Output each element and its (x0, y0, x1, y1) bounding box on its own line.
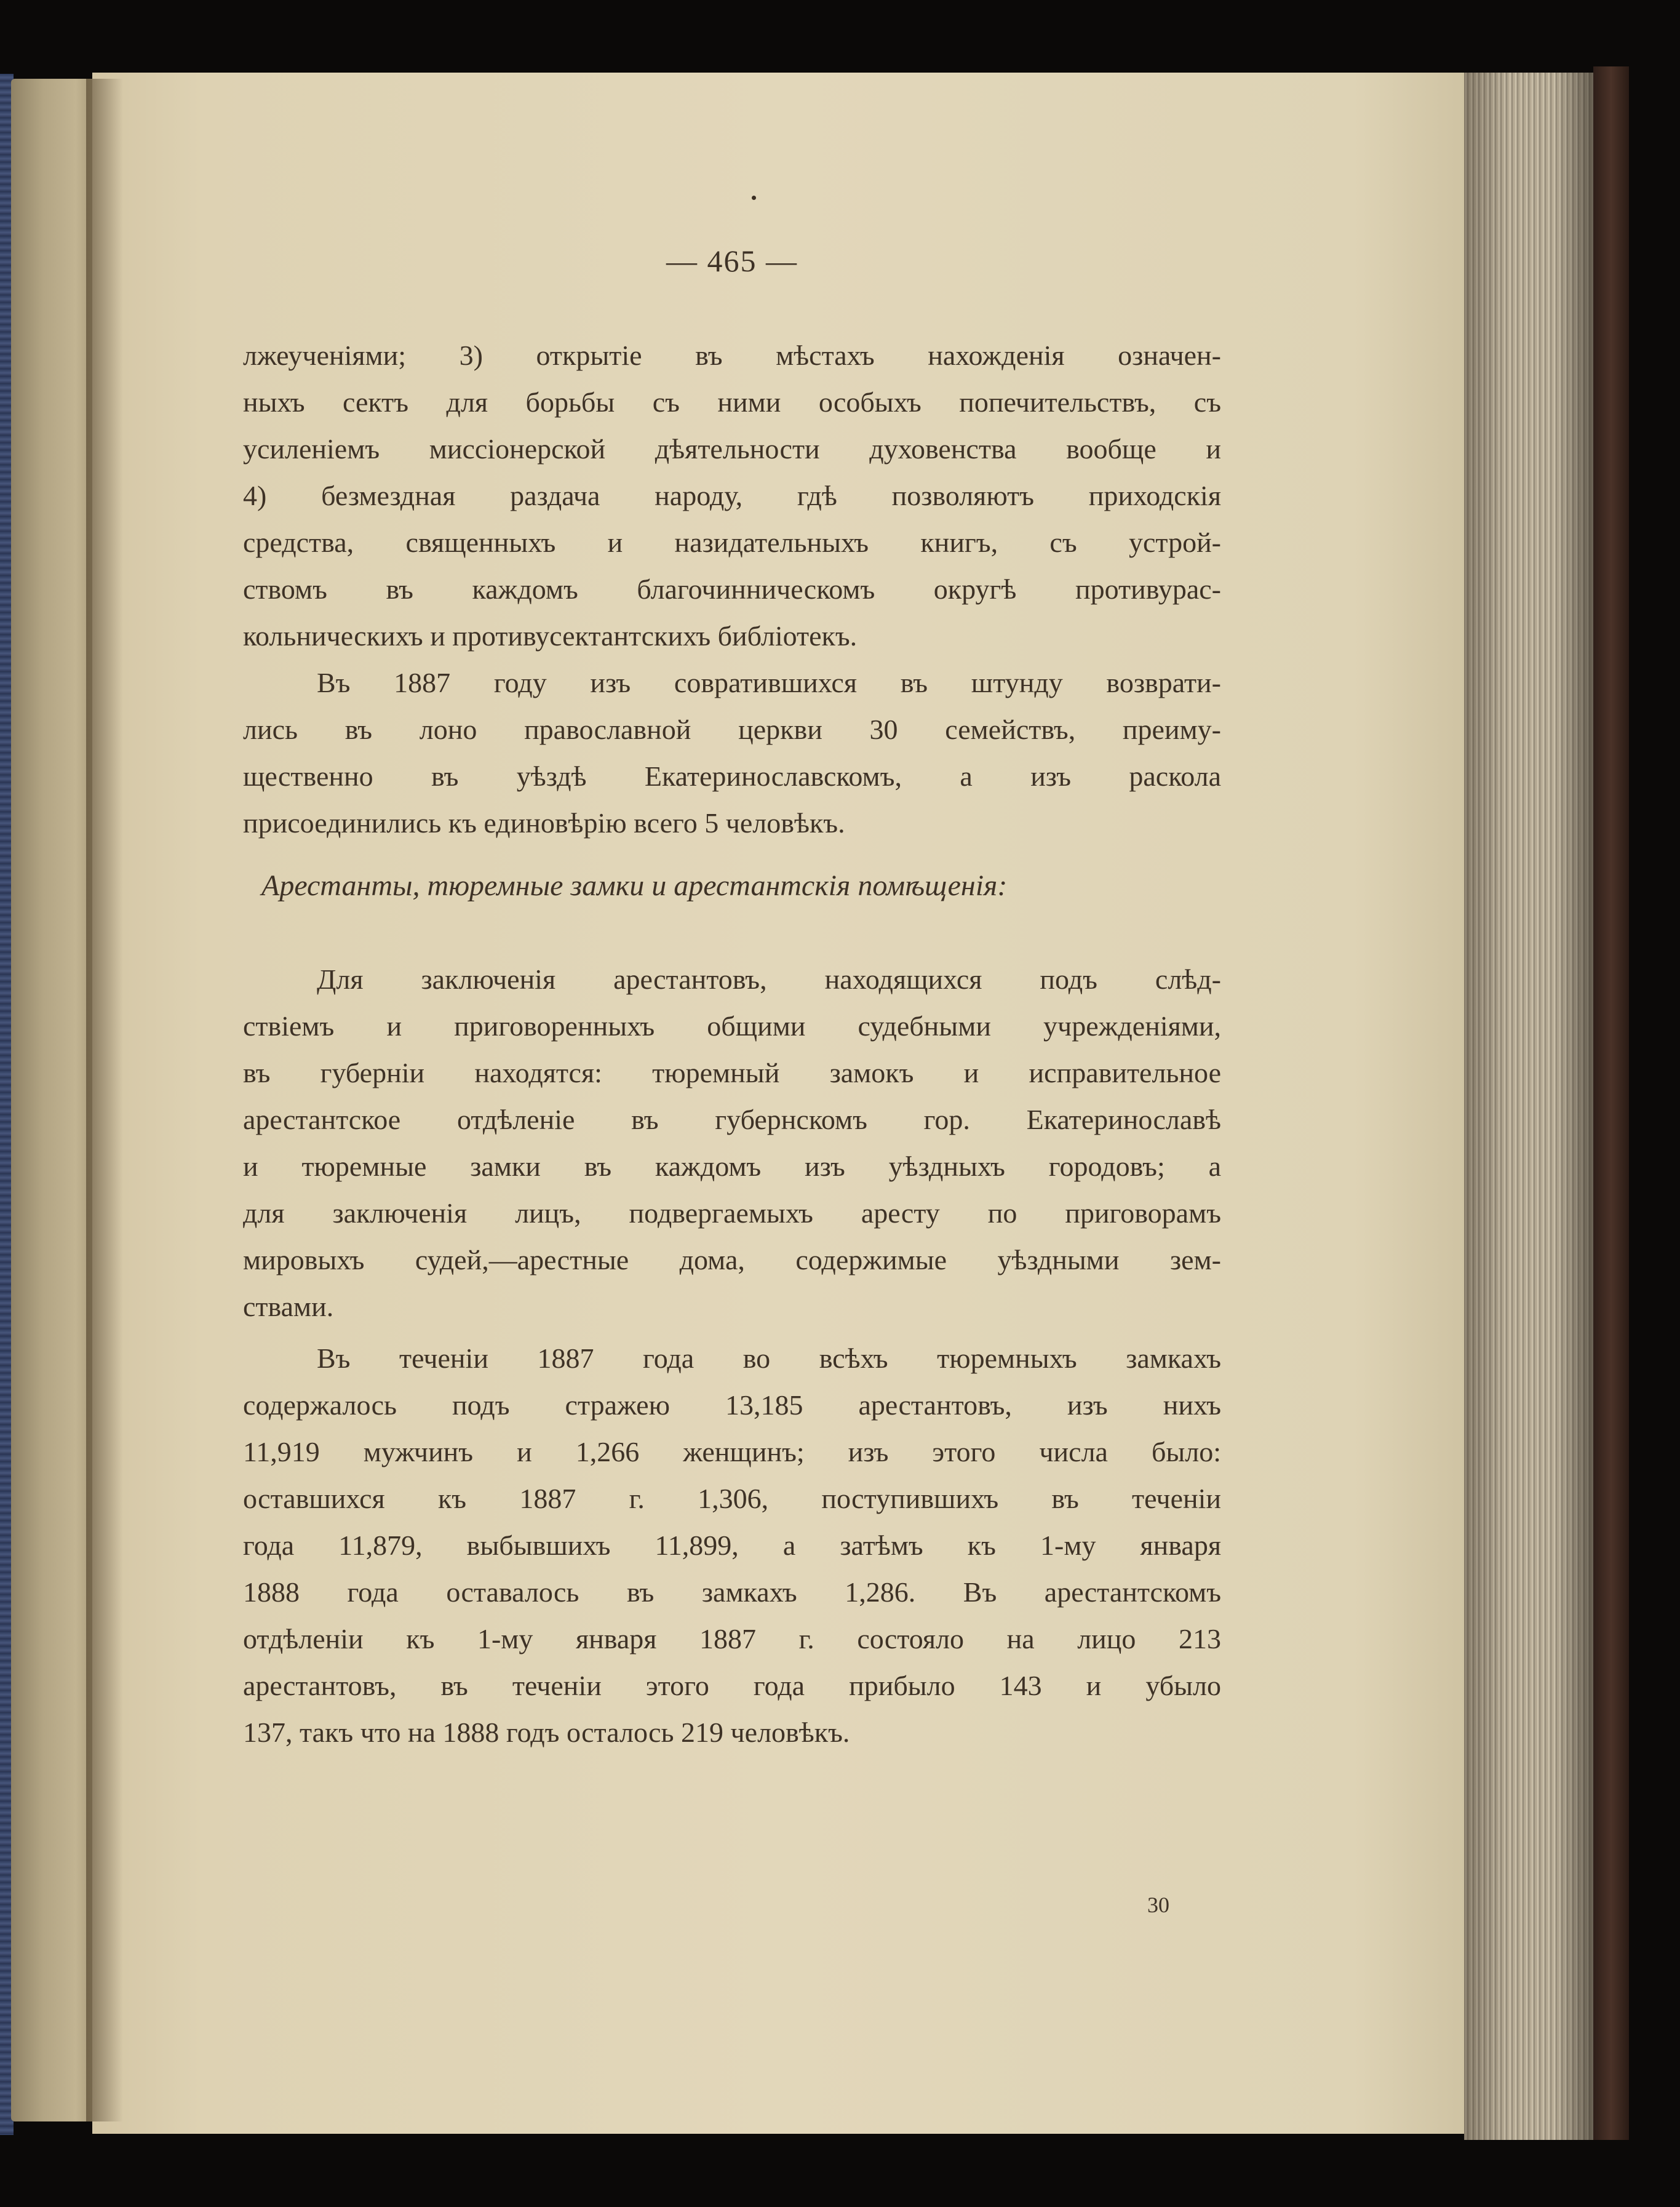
text-line: кольническихъ и противусектантскихъ библіотекъ. (243, 620, 858, 652)
text-line: средства, священныхъ и назидательныхъ книгъ, съ устрой- (243, 527, 1221, 558)
text-line: для заключенія лицъ, подвергаемыхъ аресту по приговорамъ (243, 1197, 1221, 1229)
signature-mark: 30 (1147, 1893, 1169, 1917)
text-line: содержалось подъ стражею 13,185 арестантовъ, изъ нихъ (243, 1389, 1221, 1421)
text-line: 4) безмездная раздача народу, гдѣ позволяютъ приходскія (243, 480, 1221, 511)
text-line: щественно въ уѣздѣ Екатеринославскомъ, а изъ раскола (243, 760, 1221, 792)
previous-page-edge (11, 79, 92, 2121)
text-line: лжеученіями; 3) открытіе въ мѣстахъ нахожденія означен- (243, 340, 1221, 371)
text-line: присоединились къ единовѣрію всего 5 человѣкъ. (243, 807, 845, 839)
ink-speck (752, 196, 756, 200)
page-stack-shading (1464, 73, 1593, 2140)
text-line: лись въ лоно православной церкви 30 семействъ, преиму- (243, 714, 1221, 745)
text-line: Въ теченіи 1887 года во всѣхъ тюремныхъ замкахъ (317, 1343, 1221, 1374)
text-line: оставшихся къ 1887 г. 1,306, поступившихъ въ теченіи (243, 1483, 1221, 1514)
text-line: 137, такъ что на 1888 годъ осталось 219 человѣкъ. (243, 1717, 850, 1748)
page-number: — 465 — (666, 244, 798, 278)
text-line: 1888 года оставалось въ замкахъ 1,286. Въ арестантскомъ (243, 1576, 1221, 1608)
text-line: мировыхъ судей,—арестные дома, содержимые уѣздными зем- (243, 1244, 1221, 1275)
text-line: арестантовъ, въ теченіи этого года прибыло 143 и убыло (243, 1670, 1221, 1701)
text-line: ствомъ въ каждомъ благочинническомъ округѣ противурас- (243, 573, 1221, 605)
text-line: и тюремные замки въ каждомъ изъ уѣздныхъ городовъ; а (243, 1151, 1221, 1182)
section-heading: Арестанты, тюремные замки и арестантскія помѣщенія: (261, 869, 1008, 902)
text-line: 11,919 мужчинъ и 1,266 женщинъ; изъ этого числа было: (243, 1436, 1221, 1467)
cover-board (1593, 66, 1629, 2140)
text-line: усиленіемъ миссіонерской дѣятельности духовенства вообще и (243, 433, 1221, 465)
text-line: ствіемъ и приговоренныхъ общими судебными учрежденіями, (243, 1010, 1221, 1042)
text-line: арестантское отдѣленіе въ губернскомъ гор. Екатеринославѣ (243, 1104, 1221, 1135)
text-line: года 11,879, выбывшихъ 11,899, а затѣмъ къ 1-му января (243, 1530, 1221, 1561)
gutter-shadow (86, 79, 123, 2121)
text-line: Въ 1887 году изъ совратившихся въ штунду возврати- (317, 667, 1221, 698)
text-line: ствами. (243, 1291, 334, 1322)
text-line: отдѣленіи къ 1-му января 1887 г. состояло на лицо 213 (243, 1623, 1221, 1654)
text-line: ныхъ сектъ для борьбы съ ними особыхъ попечительствъ, съ (243, 386, 1221, 418)
text-line: въ губерніи находятся: тюремный замокъ и исправительное (243, 1057, 1221, 1088)
text-line: Для заключенія арестантовъ, находящихся подъ слѣд- (317, 964, 1221, 995)
